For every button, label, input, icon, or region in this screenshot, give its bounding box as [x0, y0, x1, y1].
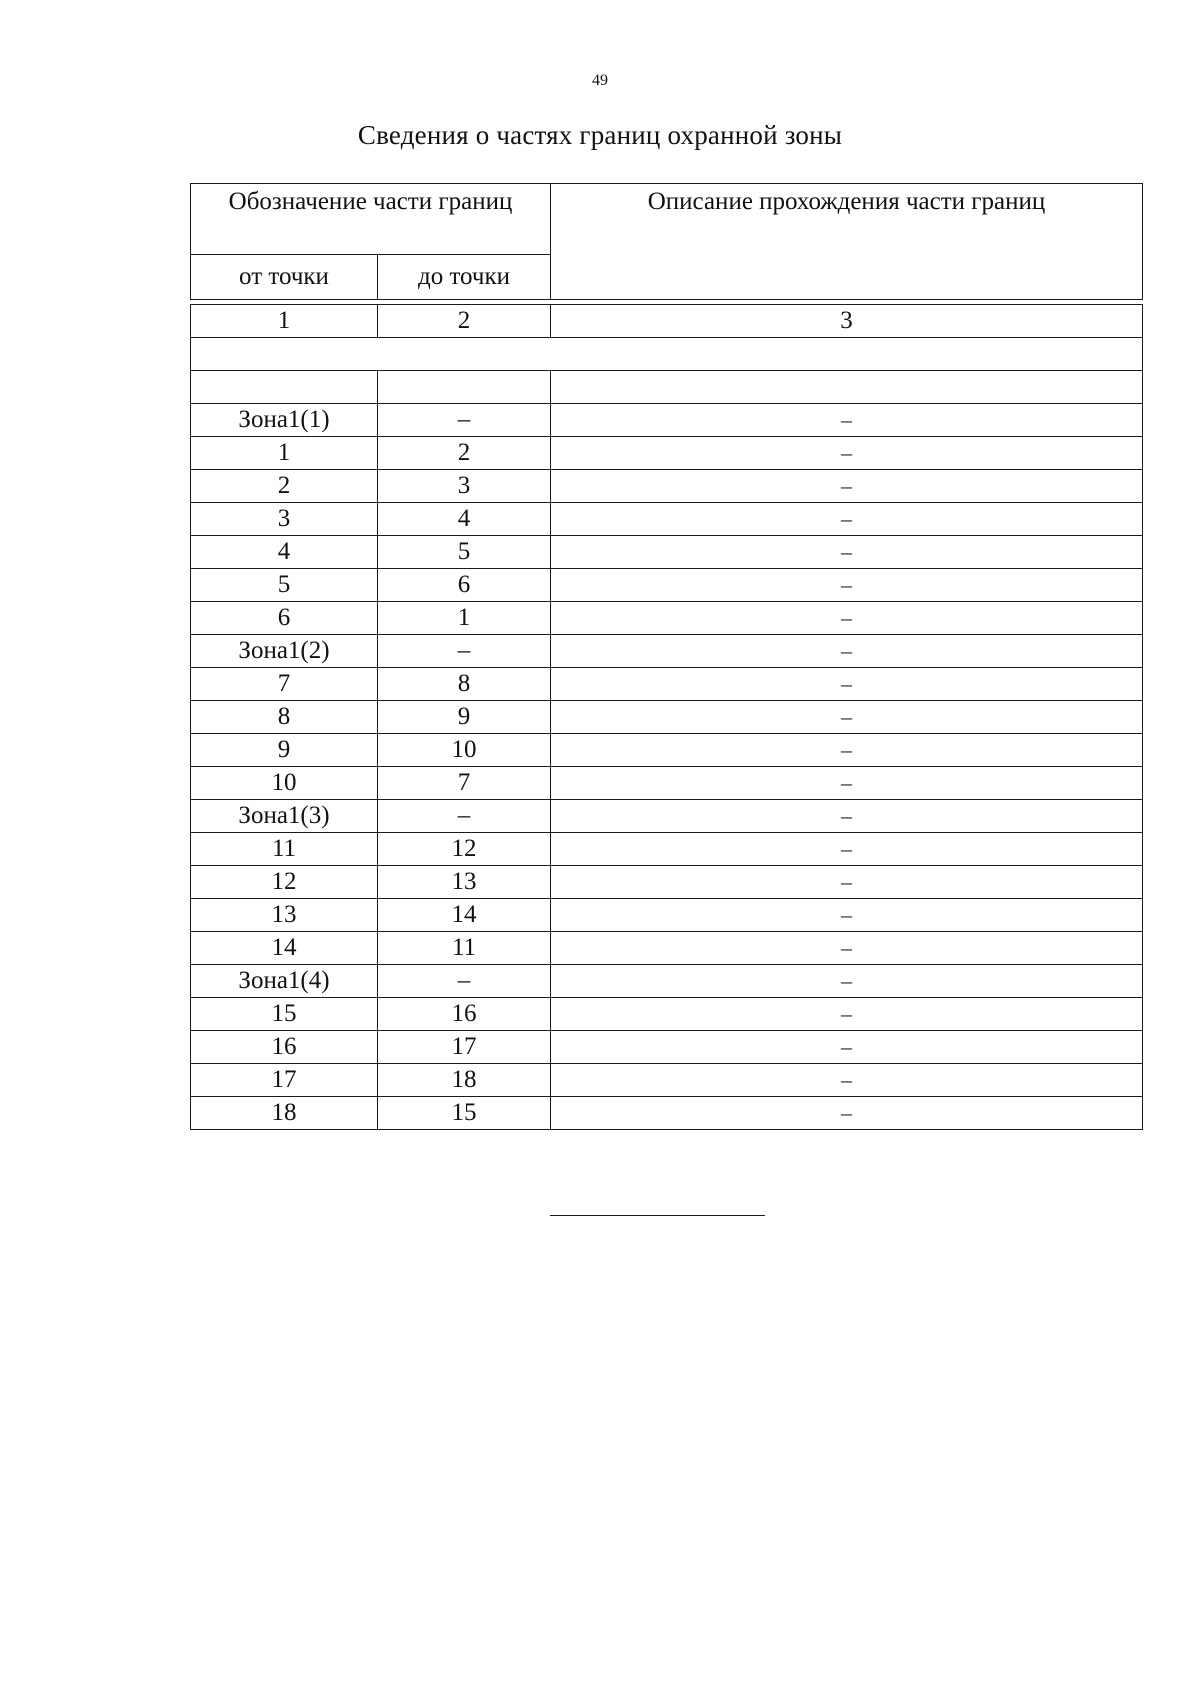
column-number: 1	[191, 305, 378, 338]
table-row	[191, 536, 1143, 569]
description-cell: –	[551, 800, 1143, 833]
description-cell: –	[551, 734, 1143, 767]
table-row	[191, 503, 1143, 536]
header-description: Описание прохождения части границ	[551, 184, 1143, 300]
description-cell: –	[551, 668, 1143, 701]
description-cell: –	[551, 767, 1143, 800]
from-point-cell: 18	[191, 1097, 378, 1130]
blank-cell	[378, 371, 551, 404]
table-row	[191, 800, 1143, 833]
table-row	[191, 1097, 1143, 1130]
table-row	[191, 734, 1143, 767]
to-point-cell: 1	[378, 602, 551, 635]
to-point-cell: 13	[378, 866, 551, 899]
from-point-cell: 4	[191, 536, 378, 569]
to-point-cell: –	[378, 635, 551, 668]
closing-rule-line	[550, 1215, 765, 1216]
table-row	[191, 866, 1143, 899]
from-point-cell: 12	[191, 866, 378, 899]
description-cell: –	[551, 1097, 1143, 1130]
from-point-cell: 10	[191, 767, 378, 800]
from-point-cell: 2	[191, 470, 378, 503]
header-from-point: от точки	[191, 255, 378, 300]
description-cell: –	[551, 569, 1143, 602]
page-number: 49	[592, 72, 608, 89]
table-row	[191, 899, 1143, 932]
blank-merged-row	[191, 338, 1143, 371]
to-point-cell: 15	[378, 1097, 551, 1130]
table-row	[191, 437, 1143, 470]
from-point-cell: Зона1(3)	[191, 800, 378, 833]
description-cell: –	[551, 1064, 1143, 1097]
table-row	[191, 602, 1143, 635]
boundary-table-header	[190, 183, 1143, 300]
from-point-cell: 8	[191, 701, 378, 734]
from-point-cell: 5	[191, 569, 378, 602]
description-cell: –	[551, 998, 1143, 1031]
description-cell: –	[551, 1031, 1143, 1064]
boundary-table	[190, 304, 1143, 1130]
from-point-cell: 16	[191, 1031, 378, 1064]
description-cell: –	[551, 833, 1143, 866]
description-cell: –	[551, 899, 1143, 932]
description-cell: –	[551, 404, 1143, 437]
table-row	[191, 470, 1143, 503]
to-point-cell: 5	[378, 536, 551, 569]
to-point-cell: 17	[378, 1031, 551, 1064]
description-cell: –	[551, 965, 1143, 998]
from-point-cell: 6	[191, 602, 378, 635]
column-number: 3	[551, 305, 1143, 338]
from-point-cell: Зона1(4)	[191, 965, 378, 998]
table-row	[191, 1064, 1143, 1097]
to-point-cell: 8	[378, 668, 551, 701]
table-row	[191, 998, 1143, 1031]
table-row	[191, 1031, 1143, 1064]
to-point-cell: 12	[378, 833, 551, 866]
blank-cell	[191, 338, 1143, 371]
description-cell: –	[551, 932, 1143, 965]
document-title: Сведения о частях границ охранной зоны	[357, 120, 843, 150]
from-point-cell: 14	[191, 932, 378, 965]
to-point-cell: 9	[378, 701, 551, 734]
to-point-cell: 7	[378, 767, 551, 800]
to-point-cell: 2	[378, 437, 551, 470]
blank-cell	[551, 371, 1143, 404]
table-row	[191, 668, 1143, 701]
description-cell: –	[551, 470, 1143, 503]
column-number: 2	[378, 305, 551, 338]
table-row	[191, 932, 1143, 965]
to-point-cell: –	[378, 965, 551, 998]
table-row	[191, 569, 1143, 602]
table-row	[191, 767, 1143, 800]
to-point-cell: 6	[378, 569, 551, 602]
table-row	[191, 965, 1143, 998]
from-point-cell: Зона1(2)	[191, 635, 378, 668]
from-point-cell: 9	[191, 734, 378, 767]
table-row	[191, 833, 1143, 866]
to-point-cell: –	[378, 800, 551, 833]
to-point-cell: –	[378, 404, 551, 437]
from-point-cell: 1	[191, 437, 378, 470]
description-cell: –	[551, 635, 1143, 668]
from-point-cell: 15	[191, 998, 378, 1031]
description-cell: –	[551, 701, 1143, 734]
to-point-cell: 11	[378, 932, 551, 965]
table-row	[191, 701, 1143, 734]
boundary-table-body	[191, 305, 1143, 1130]
description-cell: –	[551, 602, 1143, 635]
from-point-cell: 3	[191, 503, 378, 536]
description-cell: –	[551, 503, 1143, 536]
blank-row	[191, 371, 1143, 404]
to-point-cell: 10	[378, 734, 551, 767]
table-row	[191, 404, 1143, 437]
to-point-cell: 16	[378, 998, 551, 1031]
from-point-cell: 11	[191, 833, 378, 866]
from-point-cell: 17	[191, 1064, 378, 1097]
description-cell: –	[551, 437, 1143, 470]
header-designation: Обозначение части границ	[191, 184, 551, 255]
header-to-point: до точки	[378, 255, 551, 300]
table-row	[191, 635, 1143, 668]
blank-cell	[191, 371, 378, 404]
to-point-cell: 4	[378, 503, 551, 536]
to-point-cell: 3	[378, 470, 551, 503]
column-number-row	[191, 305, 1143, 338]
to-point-cell: 18	[378, 1064, 551, 1097]
description-cell: –	[551, 536, 1143, 569]
description-cell: –	[551, 866, 1143, 899]
from-point-cell: Зона1(1)	[191, 404, 378, 437]
from-point-cell: 13	[191, 899, 378, 932]
to-point-cell: 14	[378, 899, 551, 932]
from-point-cell: 7	[191, 668, 378, 701]
